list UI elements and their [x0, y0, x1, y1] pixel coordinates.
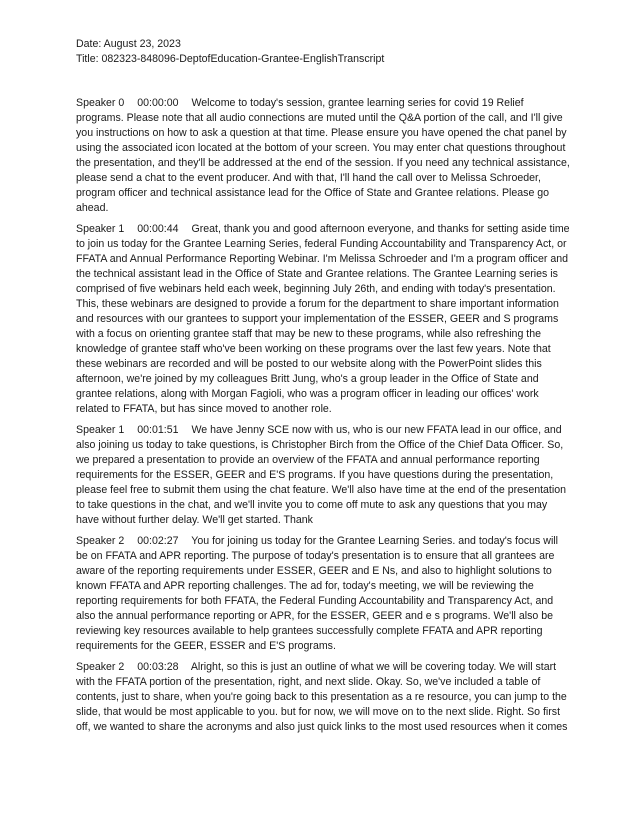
speaker-label: Speaker 2	[76, 535, 125, 547]
document-header	[76, 37, 570, 67]
transcript-entry	[76, 660, 570, 735]
transcript-entry	[76, 222, 570, 417]
utterance-text: We have Jenny SCE now with us, who is our new FFATA lead in our office, and also joining us today to take questions, is Christopher Birch from the Office of the Chief Data Officer. So, we prepared a presentation to provide an overview of the FFATA and annual performance reporting requirements for the ESSER, GEER and E'S programs. If you have questions during the presentation, please feel free to submit them using the chat feature. We'll also have time at the end of the presentation to take questions in the chat, and we'll invite you to come off mute to ask any questions that you may have without further delay. We'll get started. Thank	[76, 424, 567, 526]
utterance-text: You for joining us today for the Grantee Learning Series. and today's focus will be on FFATA and APR reporting. The purpose of today's presentation is to ensure that all grantees are aware of the reporting requirements under ESSER, GEER and E Ns, and also to highlight solutions to known FFATA and APR reporting challenges. The ad for, today's meeting, we will be reviewing the reporting requirements for both FFATA, the Federal Funding Accountability and Transparency Act, and also the annual performance reporting or APR, for the ESSER, GEER and e s programs. We'll also be reviewing key resources available to help grantees successfully complete FFATA and APR reporting requirements for the GEER, ESSER and E'S programs.	[76, 535, 559, 652]
speaker-label: Speaker 1	[76, 223, 125, 235]
timestamp: 00:00:00	[137, 97, 179, 109]
timestamp: 00:00:44	[137, 223, 179, 235]
timestamp: 00:01:51	[137, 424, 179, 436]
timestamp: 00:03:28	[137, 661, 179, 673]
transcript-entry	[76, 534, 570, 654]
speaker-label: Speaker 1	[76, 424, 125, 436]
document-date: Date: August 23, 2023	[76, 38, 181, 50]
transcript-entry	[76, 96, 570, 216]
utterance-text: Welcome to today's session, grantee learning series for covid 19 Relief programs. Please note that all audio connections are muted until the Q&A portion of the call, and I'll give you instructions on how to ask a question at that time. Please ensure you have opened the chat panel by using the associated icon located at the bottom of your screen. You may enter chat questions throughout the presentation, and they'll be addressed at the end of the session. If you need any technical assistance, please send a chat to the event producer. And with that, I'll hand the call over to Melissa Schroeder, program officer and technical assistance lead for the Office of State and Grantee relations. Please go ahead.	[76, 97, 570, 214]
transcript-entry	[76, 423, 570, 528]
utterance-text: Great, thank you and good afternoon everyone, and thanks for setting aside time to join us today for the Grantee Learning Series, federal Funding Accountability and Transparency Act, or FFATA and Annual Performance Reporting Webinar. I'm Melissa Schroeder and I'm a program officer and the technical assistant lead in the Office of State and Grantee relations. The Grantee Learning series is comprised of five webinars held each week, beginning July 26th, and ending with today's presentation. This, these webinars are designed to provide a forum for the department to share important information and resources with our grantees to support your implementation of the ESSER, GEER and S programs with a focus on orienting grantee staff that may be new to these programs, while also refreshing the knowledge of grantee staff who've been working on these programs over the last few years. Note that these webinars are recorded and will be posted to our website along with the PowerPoint slides this afternoon, we're joined by my colleagues Britt Jung, who's a group leader in the Office of State and grantee relations, along with Morgan Fagioli, who was a program officer in leading our offices' work related to FFATA, but has since moved to another role.	[76, 223, 570, 415]
utterance-text: Alright, so this is just an outline of what we will be covering today. We will start with the FFATA portion of the presentation, right, and next slide. Okay. So, we've included a table of contents, just to share, when you're going back to this presentation as a re resource, you can jump to the slide, that would be most applicable to you. but for now, we will move on to the next slide. Right. So first off, we wanted to share the acronyms and also just quick links to the most used resources when it comes	[76, 661, 568, 733]
speaker-label: Speaker 0	[76, 97, 125, 109]
timestamp: 00:02:27	[137, 535, 179, 547]
transcript-page	[76, 37, 570, 741]
speaker-label: Speaker 2	[76, 661, 125, 673]
document-title: Title: 082323-848096-DeptofEducation-Grantee-EnglishTranscript	[76, 53, 385, 65]
